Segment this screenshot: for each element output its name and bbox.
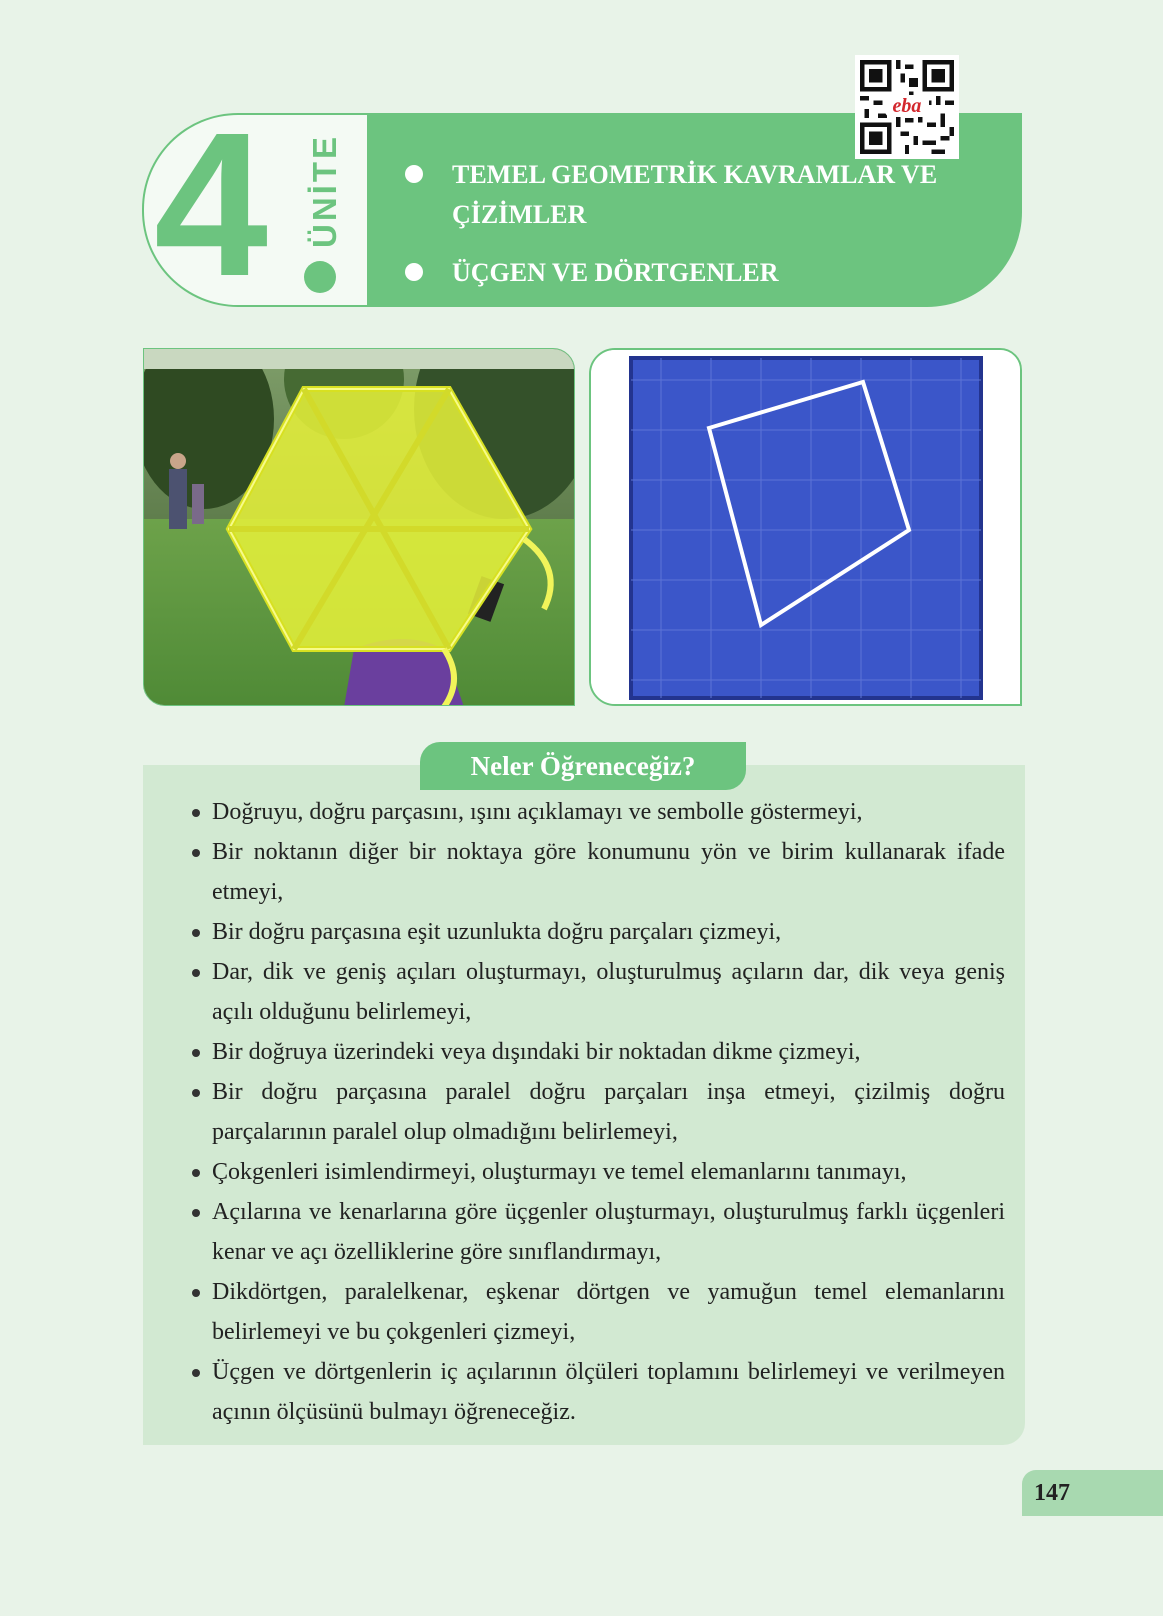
list-item: Dar, dik ve geniş açıları oluşturmayı, oluşturulmuş açıların dar, dik veya geniş açılı olduğunu belirlemeyi,: [190, 952, 1005, 1032]
qr-code[interactable]: [855, 55, 959, 159]
learning-objectives-list: [190, 792, 1005, 1432]
geoboard-photo: [589, 348, 1022, 706]
list-item: Bir doğru parçasına eşit uzunlukta doğru parçaları çizmeyi,: [190, 912, 1005, 952]
list-item: Bir doğruya üzerindeki veya dışındaki bir noktadan dikme çizmeyi,: [190, 1032, 1005, 1072]
kite-image: [144, 349, 575, 706]
topic-title: ÜÇGEN VE DÖRTGENLER: [452, 258, 779, 287]
topic-item: [405, 253, 1012, 293]
page-number: 147: [1034, 1480, 1070, 1506]
unit-badge: [142, 90, 367, 319]
topic-item: [405, 155, 1012, 235]
geoboard-image: [591, 350, 1020, 704]
list-item: Bir doğru parçasına paralel doğru parçaları inşa etmeyi, çizilmiş doğru parçalarının paralel olup olmadığını belirlemeyi,: [190, 1072, 1005, 1152]
list-item: Çokgenleri isimlendirmeyi, oluşturmayı ve temel elemanlarını tanımayı,: [190, 1152, 1005, 1192]
eba-logo: eba: [885, 95, 929, 117]
learning-objectives-title: Neler Öğreneceğiz?: [420, 742, 746, 790]
page-number-tab: [1022, 1470, 1163, 1516]
bullet-icon: [405, 263, 423, 281]
unit-label: ÜNİTE: [306, 134, 343, 248]
bullet-icon: [405, 165, 423, 183]
kite-photo: [143, 348, 575, 706]
list-item: Doğruyu, doğru parçasını, ışını açıklamayı ve sembolle göstermeyi,: [190, 792, 1005, 832]
list-item: Üçgen ve dörtgenlerin iç açılarının ölçüleri toplamını belirlemeyi ve verilmeyen açının ölçüsünü bulmayı öğreneceğiz.: [190, 1352, 1005, 1432]
unit-number: 4: [154, 90, 269, 319]
topic-title: TEMEL GEOMETRİK KAVRAMLAR VE ÇİZİMLER: [452, 160, 938, 229]
list-item: Açılarına ve kenarlarına göre üçgenler oluşturmayı, oluşturulmuş farklı üçgenleri kenar ve açı özelliklerine göre sınıflandırmayı,: [190, 1192, 1005, 1272]
unit-dot: [304, 261, 336, 293]
list-item: Bir noktanın diğer bir noktaya göre konumunu yön ve birim kullanarak ifade etmeyi,: [190, 832, 1005, 912]
list-item: Dikdörtgen, paralelkenar, eşkenar dörtgen ve yamuğun temel elemanlarını belirlemeyi ve bu çokgenleri çizmeyi,: [190, 1272, 1005, 1352]
